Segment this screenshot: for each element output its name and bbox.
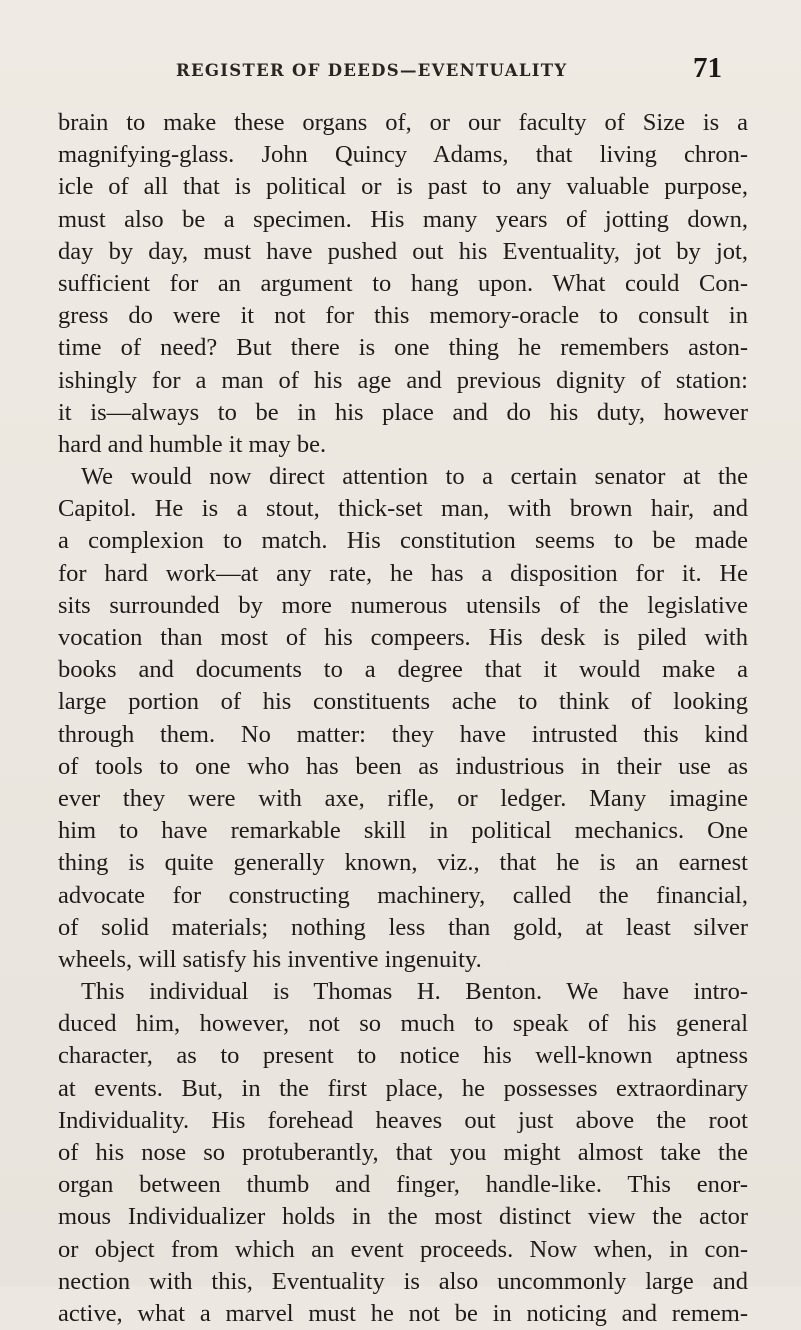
text-line: mous Individualizer holds in the most distinct view the actor — [58, 1203, 748, 1231]
text-line: of solid materials; nothing less than gold, at least silver — [58, 913, 748, 941]
text-line: him to have remarkable skill in political mechanics. One — [58, 817, 748, 845]
text-line: icle of all that is political or is past to any valuable purpose, — [58, 173, 748, 201]
text-line: or object from which an event proceeds. Now when, in con- — [58, 1235, 748, 1263]
running-head: REGISTER OF DEEDS—EVENTUALITY — [176, 61, 568, 80]
page-header — [0, 52, 801, 92]
body-text — [58, 107, 748, 1330]
text-line: books and documents to a degree that it would make a — [58, 656, 748, 684]
text-line: at events. But, in the first place, he possesses extraordinary — [58, 1074, 748, 1102]
text-line: vocation than most of his compeers. His desk is piled with — [58, 624, 748, 651]
text-line: gress do were it not for this memory-oracle to consult in — [58, 302, 748, 330]
text-line: magnifying-glass. John Quincy Adams, that living chron- — [58, 141, 748, 169]
text-line: it is—always to be in his place and do his duty, however — [58, 398, 748, 426]
text-line: must also be a specimen. His many years of jotting down, — [58, 205, 748, 233]
text-line: advocate for constructing machinery, called the financial, — [58, 881, 748, 909]
text-line: a complexion to match. His constitution seems to be made — [58, 527, 748, 555]
page-number: 71 — [693, 52, 722, 84]
text-line: ever they were with axe, rifle, or ledger. Many imagine — [58, 784, 748, 812]
text-line: Capitol. He is a stout, thick-set man, with brown hair, and — [58, 495, 748, 523]
paragraph-end-line: hard and humble it may be. — [58, 430, 327, 458]
paragraph-end-line: wheels, will satisfy his inventive ingenuity. — [58, 945, 482, 973]
text-line: Individuality. His forehead heaves out just above the root — [58, 1106, 748, 1134]
text-line: brain to make these organs of, or our faculty of Size is a — [58, 109, 748, 136]
paragraph-start-line: This individual is Thomas H. Benton. We have intro- — [81, 978, 748, 1006]
text-line: sufficient for an argument to hang upon. What could Con- — [58, 269, 748, 297]
text-line: duced him, however, not so much to speak of his general — [58, 1010, 748, 1038]
text-line: ishingly for a man of his age and previous dignity of station: — [58, 366, 748, 394]
text-line: time of need? But there is one thing he remembers aston- — [58, 334, 748, 362]
text-line: large portion of his constituents ache to think of looking — [58, 688, 748, 716]
text-line: active, what a marvel must he not be in noticing and remem- — [58, 1299, 748, 1327]
text-line: thing is quite generally known, viz., that he is an earnest — [58, 849, 748, 877]
text-line: character, as to present to notice his well-known aptness — [58, 1042, 748, 1070]
text-line: of his nose so protuberantly, that you might almost take the — [58, 1139, 748, 1166]
text-line: through them. No matter: they have intrusted this kind — [58, 720, 748, 748]
text-line: day by day, must have pushed out his Eventuality, jot by jot, — [58, 237, 748, 265]
paragraph-start-line: We would now direct attention to a certain senator at the — [81, 463, 748, 491]
text-line: sits surrounded by more numerous utensils of the legislative — [58, 591, 748, 619]
text-line: for hard work—at any rate, he has a disposition for it. He — [58, 559, 748, 587]
text-line: nection with this, Eventuality is also uncommonly large and — [58, 1267, 748, 1295]
text-line: organ between thumb and finger, handle-like. This enor- — [58, 1171, 748, 1199]
text-line: of tools to one who has been as industrious in their use as — [58, 752, 748, 780]
